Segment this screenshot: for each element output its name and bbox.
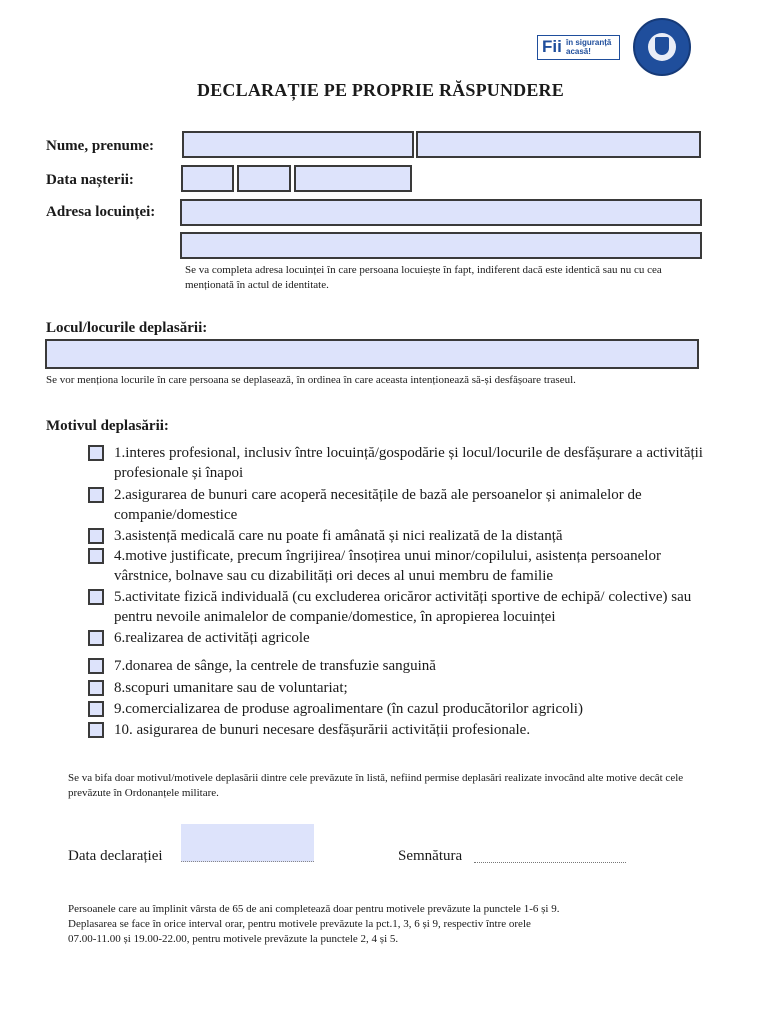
address-note: Se va completa adresa locuinței în care persoana locuiește în fapt, indiferent dacă este identică sau nu cu cea menționată în actul de identitate. (185, 264, 662, 291)
reason-text: 9.comercializarea de produse agroalimentare (în cazul producătorilor agricoli) (114, 701, 583, 717)
birth-month-field[interactable] (237, 165, 291, 192)
reason-checkbox[interactable] (88, 658, 104, 674)
logo-fii-text: Fii (542, 37, 562, 56)
reason-text: 2.asigurarea de bunuri care acoperă necesitățile de bază ale persoanelor și animalelor de companie/domestice (114, 487, 642, 523)
places-note: Se vor menționa locurile în care persoana se deplasează, în ordinea în care aceasta intenționează să-și desfășoare traseul. (46, 374, 576, 386)
footer-note-3: 07.00-11.00 și 19.00-22.00, pentru motivele prevăzute la punctele 2, 4 și 5. (68, 933, 399, 945)
reason-text: 6.realizarea de activități agricole (114, 630, 310, 646)
government-crest-icon (633, 18, 691, 76)
birth-year-field[interactable] (294, 165, 412, 192)
places-field[interactable] (45, 339, 699, 369)
fii-in-siguranta-logo (537, 35, 620, 60)
reason-text: 3.asistență medicală care nu poate fi amânată și nici realizată de la distanță (114, 528, 563, 544)
reason-checkbox[interactable] (88, 722, 104, 738)
logo-line2: acasă! (566, 47, 591, 56)
reason-checkbox[interactable] (88, 680, 104, 696)
reasons-label: Motivul deplasării: (46, 418, 169, 434)
reason-text: 8.scopuri umanitare sau de voluntariat; (114, 680, 348, 696)
birth-date-label: Data nașterii: (46, 172, 134, 188)
reason-checkbox[interactable] (88, 548, 104, 564)
reason-checkbox[interactable] (88, 487, 104, 503)
reasons-note: Se va bifa doar motivul/motivele deplasării dintre cele prevăzute în listă, nefiind permise deplasări realizate invocând alte motive decât cele prevăzute în Ordonanțele militare. (68, 772, 684, 799)
reason-checkbox[interactable] (88, 589, 104, 605)
first-name-field[interactable] (182, 131, 414, 158)
reason-text: 5.activitate fizică individuală (cu excluderea oricăror activități sportive de echipă/ colective) sau pentru nevoile animalelor de companie/domestice, în apropierea locuinței (114, 589, 692, 625)
crest-shield-icon (655, 37, 669, 55)
name-label: Nume, prenume: (46, 138, 155, 154)
birth-day-field[interactable] (181, 165, 234, 192)
reason-text: 1.interes profesional, inclusiv între locuință/gospodărie și locul/locurile de desfășurare a activității profesionale și înapoi (114, 445, 703, 481)
places-label: Locul/locurile deplasării: (46, 320, 208, 336)
reason-text: 7.donarea de sânge, la centrele de transfuzie sanguină (114, 658, 436, 674)
address-line1-field[interactable] (180, 199, 702, 226)
footer-note-1: Persoanele care au împlinit vârsta de 65 de ani completează doar pentru motivele prevăzute la punctele 1-6 și 9. (68, 903, 560, 915)
signature-label: Semnătura (398, 848, 463, 864)
declaration-date-field[interactable] (181, 824, 314, 862)
logo-line1: în siguranță (566, 38, 612, 47)
address-label: Adresa locuinței: (46, 204, 156, 220)
last-name-field[interactable] (416, 131, 701, 158)
logo-fii-subtext (566, 38, 611, 56)
reason-checkbox[interactable] (88, 528, 104, 544)
page-title: DECLARAȚIE PE PROPRIE RĂSPUNDERE (197, 80, 564, 100)
reason-checkbox[interactable] (88, 445, 104, 461)
signature-line[interactable] (474, 861, 626, 863)
address-line2-field[interactable] (180, 232, 702, 259)
reason-checkbox[interactable] (88, 701, 104, 717)
reason-text: 10. asigurarea de bunuri necesare desfășurării activității profesionale. (114, 722, 531, 738)
footer-note-2: Deplasarea se face în orice interval orar, pentru motivele prevăzute la pct.1, 3, 6 și 9, respectiv între orele (68, 918, 531, 930)
reason-checkbox[interactable] (88, 630, 104, 646)
reason-text: 4.motive justificate, precum îngrijirea/ însoțirea unui minor/copilului, asistența persoanelor vârstnice, bolnave sau cu dizabilități ori deces al unui membru de familie (114, 548, 661, 584)
declaration-date-label: Data declarației (68, 848, 163, 864)
